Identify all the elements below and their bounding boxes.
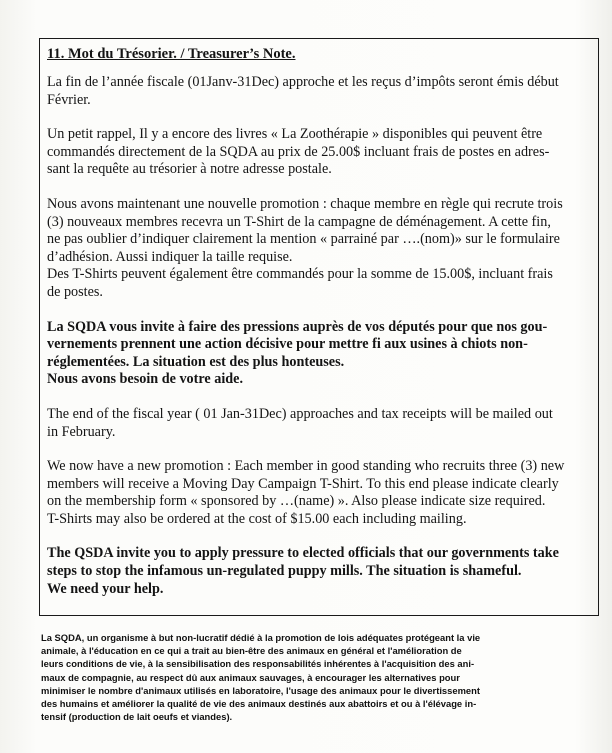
text-line: Des T-Shirts peuvent également être commandés pour la somme de 15.00$, incluant frais — [47, 266, 553, 283]
text-line: d’adhésion. Aussi indiquer la taille requise. — [47, 248, 293, 265]
footer-line: animale, à l'éducation en ce qui a trait au bien-être des animaux en général et l'amélioration de — [41, 645, 462, 657]
text-line: steps to stop the infamous un-regulated puppy mills. The situation is shameful. — [47, 563, 522, 580]
text-line: We need your help. — [47, 580, 164, 597]
text-line: sant la requête au trésorier à notre adresse postale. — [47, 161, 332, 178]
text-line: commandés directement de la SQDA au prix de 25.00$ incluant frais de postes en adres- — [47, 143, 550, 160]
text-line: La fin de l’année fiscale (01Janv-31Dec) approche et les reçus d’impôts seront émis début — [47, 74, 559, 90]
text-line: We now have a new promotion : Each member in good standing who recruits three (3) new — [47, 458, 565, 475]
text-line: vernements prennent une action décisive pour mettre fi aux usines à chiots non- — [47, 336, 528, 353]
text-line: in February. — [47, 423, 116, 440]
paragraph-call-to-action-en — [47, 545, 589, 598]
text-line: La SQDA vous invite à faire des pressions auprès de vos députés pour que nos gou- — [47, 318, 548, 335]
footer-line: leurs conditions de vie, à la sensibilisation des responsabilités inhérentes à l'acquisition des ani- — [41, 658, 475, 670]
footer-line: minimiser le nombre d'animaux utilisés en laboratoire, l'usage des animaux pour le divertissement — [41, 684, 480, 696]
footer-line: tensif (production de lait oeufs et viandes). — [41, 711, 233, 723]
text-line: members will receive a Moving Day Campaign T-Shirt. To this end please indicate clearly — [47, 475, 559, 492]
footer-line: maux de compagnie, au respect dû aux animaux sauvages, à encourager les alternatives pour — [41, 671, 460, 683]
text-line: Nous avons maintenant une nouvelle promotion : chaque membre en règle qui recrute trois — [47, 195, 563, 212]
footer-line: des humains et améliorer la qualité de vie des animaux destinés aux abattoirs et ou à l'élévage in- — [41, 698, 477, 710]
text-line: réglementées. La situation est des plus honteuses. — [47, 353, 345, 370]
treasurer-note-box — [39, 38, 599, 616]
text-line: Un petit rappel, Il y a encore des livres « La Zoothérapie » disponibles qui peuvent être — [47, 126, 543, 143]
text-line: on the membership form « sponsored by …(name) ». Also please indicate size required. — [47, 493, 546, 510]
text-line: de postes. — [47, 283, 103, 300]
footer-line: La SQDA, un organisme à but non-lucratif dédié à la promotion de lois adéquates protégeant la vie — [41, 632, 481, 643]
section-title: 11. Mot du Trésorier. / Treasurer’s Note. — [47, 46, 296, 62]
text-line: The QSDA invite you to apply pressure to elected officials that our governments take — [47, 545, 559, 562]
text-line: Février. — [47, 91, 91, 108]
text-line: T-Shirts may also be ordered at the cost of $15.00 each including mailing. — [47, 510, 467, 527]
paragraph-books-reminder-fr — [47, 126, 589, 179]
paragraph-promotion-fr — [47, 196, 589, 302]
text-line: (3) nouveaux membres recevra un T-Shirt de la campagne de déménagement. A cette fin, — [47, 213, 551, 230]
text-line: Nous avons besoin de votre aide. — [47, 371, 244, 388]
text-line: The end of the fiscal year ( 01 Jan-31Dec) approaches and tax receipts will be mailed out — [47, 405, 553, 422]
paragraph-fiscal-year-fr — [47, 74, 589, 109]
paragraph-promotion-en — [47, 458, 589, 528]
paragraph-call-to-action-fr — [47, 319, 589, 389]
paragraph-fiscal-year-en — [47, 406, 589, 441]
text-line: ne pas oublier d’indiquer clairement la mention « parrainé par ….(nom)» sur le formulaire — [47, 231, 560, 248]
organization-mission-footer — [41, 631, 596, 723]
